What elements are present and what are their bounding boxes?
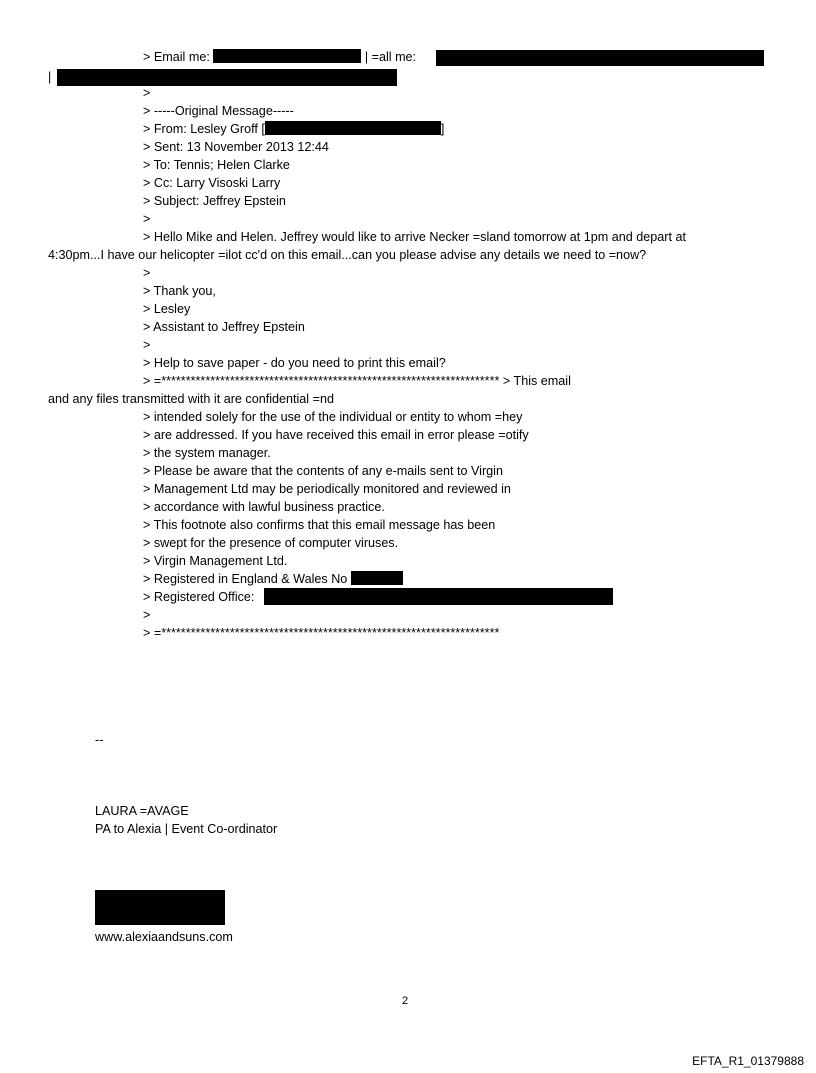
sent-line: > Sent: 13 November 2013 12:44	[143, 140, 329, 154]
closing-line: > Thank you,	[143, 284, 216, 298]
disclaimer-line: > Please be aware that the contents of any e-mails sent to Virgin	[143, 464, 503, 478]
cc-line: > Cc: Larry Visoski Larry	[143, 176, 281, 190]
page-number: 2	[402, 995, 409, 1007]
disclaimer-line: > Virgin Management Ltd.	[143, 554, 288, 568]
quote-marker: >	[143, 212, 151, 226]
disclaimer-stars-line: > =*********************************************************************	[143, 626, 500, 640]
redaction-block	[351, 571, 403, 585]
disclaimer-line: > accordance with lawful business practice.	[143, 500, 385, 514]
email-label: > Email me:	[143, 50, 210, 64]
subject-line: > Subject: Jeffrey Epstein	[143, 194, 286, 208]
save-paper-line: > Help to save paper - do you need to print this email?	[143, 356, 446, 370]
pipe-separator: |	[48, 70, 52, 84]
redaction-block	[57, 69, 397, 86]
signature-separator: --	[95, 733, 104, 747]
bates-number: EFTA_R1_01379888	[692, 1054, 804, 1068]
signature-website: www.alexiaandsuns.com	[95, 930, 233, 944]
contact-line	[143, 48, 416, 66]
disclaimer-line: > This footnote also confirms that this email message has been	[143, 518, 496, 532]
redaction-block	[213, 49, 361, 63]
signature-name: LAURA =AVAGE	[95, 804, 189, 818]
from-bracket: ]	[440, 122, 445, 136]
disclaimer-stars-line: > =********************************************************************* > This email	[143, 374, 571, 388]
quote-marker: >	[143, 338, 151, 352]
sender-name: > Lesley	[143, 302, 191, 316]
body-line: 4:30pm...I have our helicopter =ilot cc'd on this email...can you please advise any details we need to =now?	[48, 248, 647, 262]
quote-marker: >	[143, 608, 151, 622]
to-line: > To: Tennis; Helen Clarke	[143, 158, 290, 172]
redaction-block	[265, 121, 441, 135]
redaction-block	[95, 890, 225, 925]
disclaimer-line: and any files transmitted with it are confidential =nd	[48, 392, 334, 406]
body-line: > Hello Mike and Helen. Jeffrey would like to arrive Necker =sland tomorrow at 1pm and depart at	[143, 230, 686, 244]
registered-number-line	[143, 570, 403, 588]
disclaimer-line: > are addressed. If you have received this email in error please =otify	[143, 428, 529, 442]
registered-office-line	[143, 588, 254, 606]
disclaimer-line: > intended solely for the use of the individual or entity to whom =hey	[143, 410, 523, 424]
registered-office-label: > Registered Office:	[143, 590, 255, 604]
signature-role: PA to Alexia | Event Co-ordinator	[95, 822, 278, 836]
disclaimer-line: > Management Ltd may be periodically monitored and reviewed in	[143, 482, 511, 496]
sender-title: > Assistant to Jeffrey Epstein	[143, 320, 305, 334]
from-line	[143, 120, 444, 138]
quote-marker: >	[143, 266, 151, 280]
quote-marker: >	[143, 86, 151, 100]
call-label: | =all me:	[364, 50, 417, 64]
redaction-block	[436, 50, 764, 66]
registered-number-label: > Registered in England & Wales No	[143, 572, 348, 586]
disclaimer-line: > the system manager.	[143, 446, 271, 460]
redaction-block	[264, 588, 613, 605]
disclaimer-line: > swept for the presence of computer viruses.	[143, 536, 399, 550]
original-message-header: > -----Original Message-----	[143, 104, 294, 118]
from-label: > From: Lesley Groff [	[143, 122, 265, 136]
